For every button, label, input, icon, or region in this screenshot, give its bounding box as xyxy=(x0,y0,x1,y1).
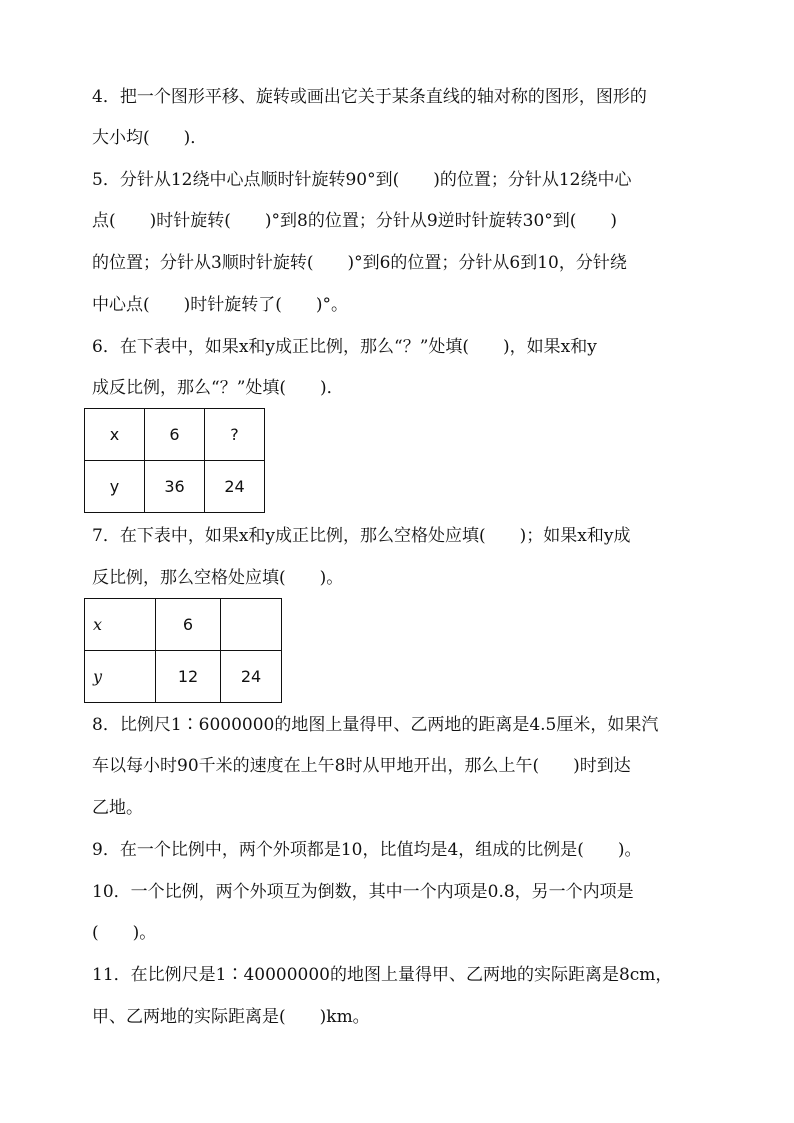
q6-table xyxy=(84,408,265,513)
table-cell: x xyxy=(85,599,156,651)
q5-line-2: 点( )时针旋转( )°到8的位置；分针从9逆时针旋转30°到( ) xyxy=(92,211,618,231)
table-row xyxy=(85,599,282,651)
q4-line-2: 大小均( )． xyxy=(92,128,208,148)
table-cell: y xyxy=(85,651,156,703)
q8-line-1: 8．比例尺1∶6000000的地图上量得甲、乙两地的距离是4.5厘米，如果汽 xyxy=(92,715,659,735)
q5-line-4: 中心点( )时针旋转了( )°。 xyxy=(92,295,349,315)
table-cell: 6 xyxy=(145,409,205,461)
table-cell: 36 xyxy=(145,461,205,513)
table-row xyxy=(85,651,282,703)
table-cell: ? xyxy=(205,409,265,461)
q7-table xyxy=(84,598,282,703)
table-cell: y xyxy=(85,461,145,513)
q6-line-2: 成反比例，那么“？”处填( )． xyxy=(92,378,344,398)
q9-line-1: 9．在一个比例中，两个外项都是10，比值均是4，组成的比例是( )。 xyxy=(92,840,642,860)
q8-line-2: 车以每小时90千米的速度在上午8时从甲地开出，那么上午( )时到达 xyxy=(92,756,631,776)
q10-line-1: 10．一个比例，两个外项互为倒数，其中一个内项是0.8，另一个内项是 xyxy=(92,882,634,902)
table-cell: 24 xyxy=(205,461,265,513)
q6-line-1: 6．在下表中，如果x和y成正比例，那么“？”处填( )，如果x和y xyxy=(92,337,597,357)
q8-line-3: 乙地。 xyxy=(92,798,143,818)
q5-line-1: 5．分针从12绕中心点顺时针旋转90°到( )的位置；分针从12绕中心 xyxy=(92,170,632,190)
q7-line-2: 反比例，那么空格处应填( )。 xyxy=(92,568,344,588)
q5-line-3: 的位置；分针从3顺时针旋转( )°到6的位置；分针从6到10，分针绕 xyxy=(92,253,627,273)
q7-line-1: 7．在下表中，如果x和y成正比例，那么空格处应填( )；如果x和y成 xyxy=(92,526,631,546)
q10-line-2: ( )。 xyxy=(92,923,157,943)
table-cell: 12 xyxy=(156,651,221,703)
table-cell: 24 xyxy=(221,651,282,703)
q11-line-2: 甲、乙两地的实际距离是( )km。 xyxy=(92,1007,370,1027)
table-cell: 6 xyxy=(156,599,221,651)
table-cell xyxy=(221,599,282,651)
q11-line-1: 11．在比例尺是1∶40000000的地图上量得甲、乙两地的实际距离是8cm， xyxy=(92,965,673,985)
q4-line-1: 4．把一个图形平移、旋转或画出它关于某条直线的轴对称的图形，图形的 xyxy=(92,87,647,107)
table-row xyxy=(85,461,265,513)
table-cell: x xyxy=(85,409,145,461)
table-row xyxy=(85,409,265,461)
